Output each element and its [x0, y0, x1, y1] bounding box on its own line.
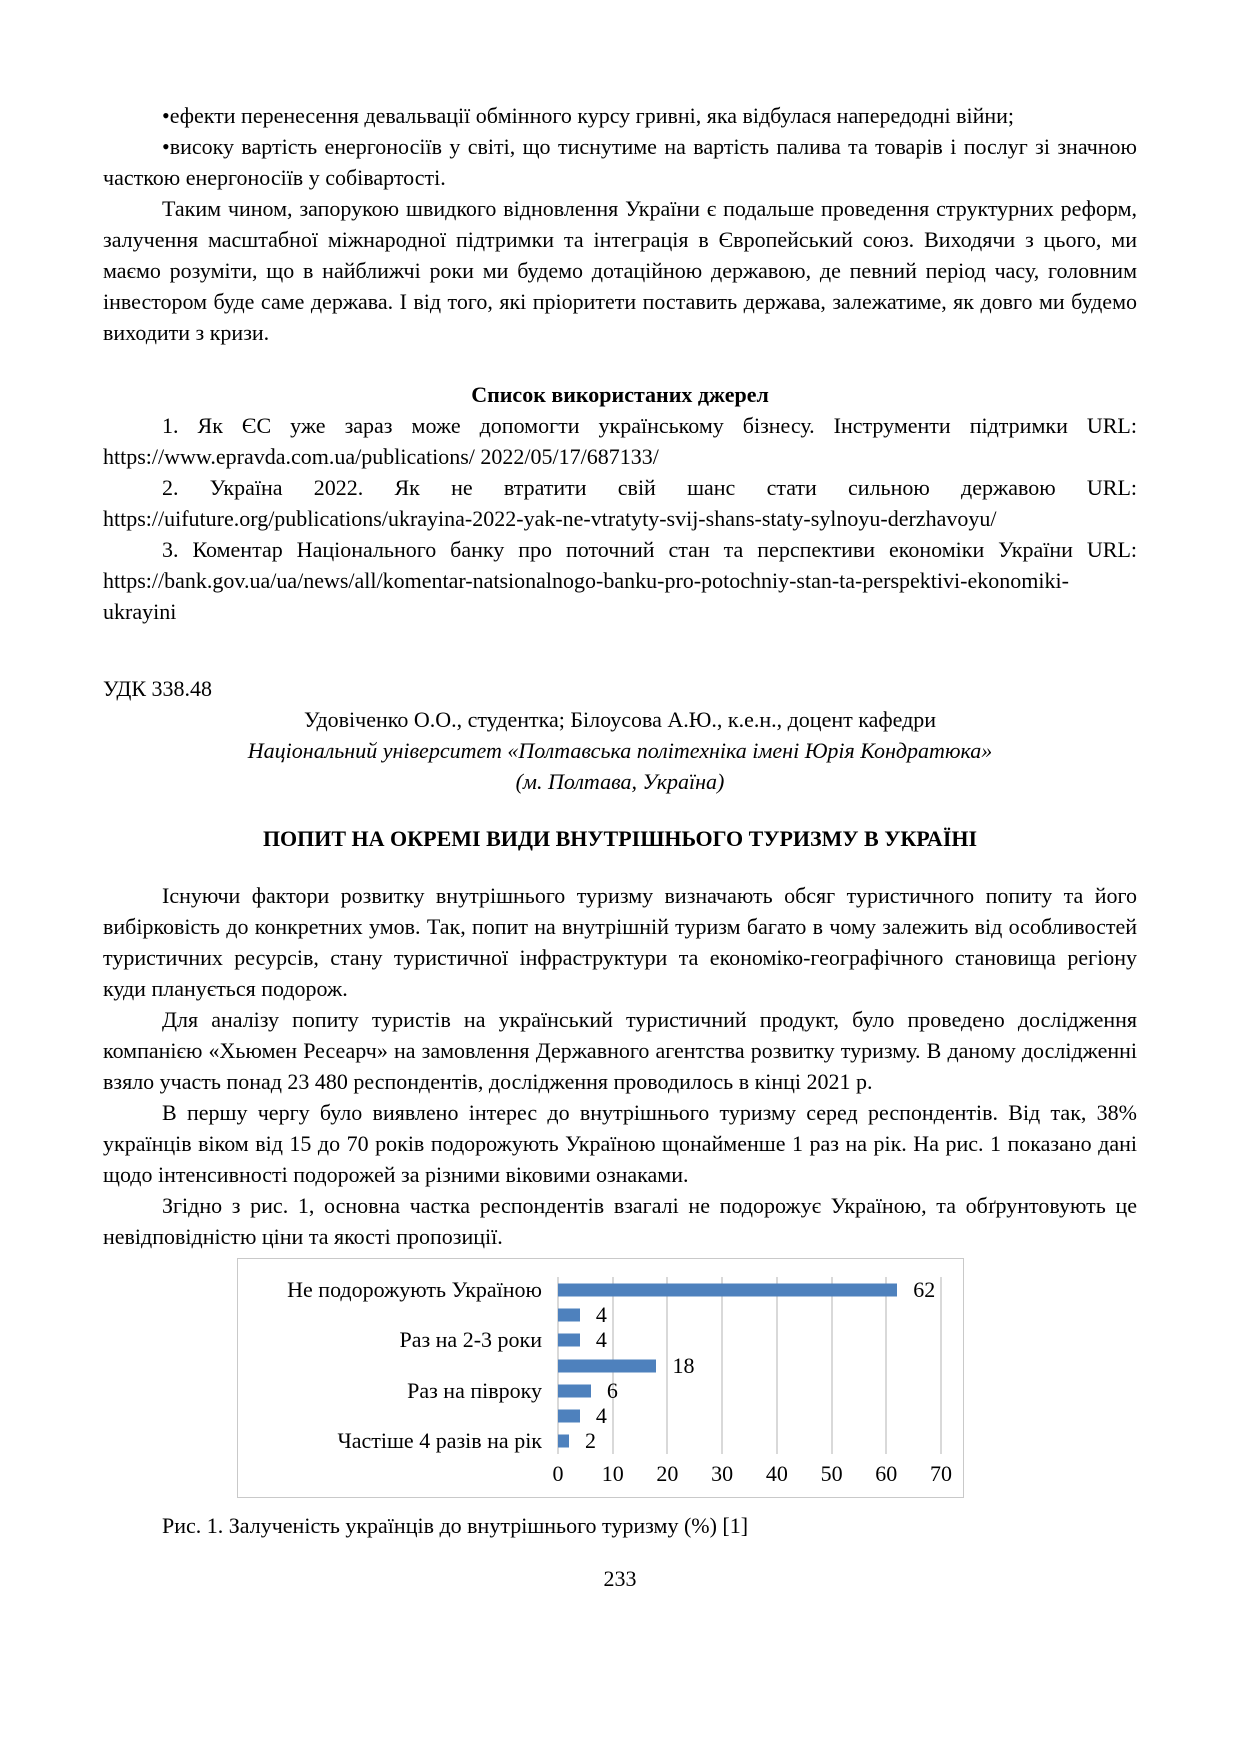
- bar-value-label: 4: [595, 1327, 607, 1353]
- x-tick-label: 40: [765, 1461, 788, 1486]
- x-tick-label: 10: [601, 1461, 624, 1486]
- bar: [558, 1308, 580, 1321]
- category-label: Раз на 2-3 роки: [399, 1327, 542, 1353]
- affiliation-line: Національний університет «Полтавська політехніка імені Юрія Кондратюка»: [247, 738, 993, 763]
- gridline: [666, 1277, 668, 1454]
- gridline: [721, 1277, 723, 1454]
- bar-value-label: 4: [595, 1301, 607, 1327]
- category-label: Частіше 4 разів на рік: [337, 1428, 542, 1454]
- bar-value-label: 6: [606, 1377, 618, 1403]
- x-tick-label: 70: [930, 1461, 952, 1486]
- article-paragraph-4: Згідно з рис. 1, основна частка респондентів взагалі не подорожує Україною, та обґрунтовують це невідповідністю ціни та якості пропозиції.: [103, 1193, 1137, 1249]
- bar: [558, 1384, 591, 1397]
- bar: [558, 1410, 580, 1423]
- udc-code: УДК 338.48: [103, 676, 213, 701]
- x-tick-label: 20: [656, 1461, 679, 1486]
- article-paragraph-3: В першу чергу було виявлено інтерес до внутрішнього туризму серед респондентів. Від так, 38% українців віком від 15 до 70 років подорожують Україною щонайменше 1 раз на рік. На рис. 1 показано дані щодо інтенсивності подорожей за різними віковими ознаками.: [103, 1100, 1137, 1187]
- gridline: [776, 1277, 778, 1454]
- x-tick-label: 0: [552, 1461, 564, 1486]
- figure-caption: Рис. 1. Залученість українців до внутрішнього туризму (%) [1]: [162, 1513, 749, 1538]
- bar-value-label: 62: [913, 1276, 936, 1302]
- reference-item-1: 1. Як ЄС уже зараз може допомогти українському бізнесу. Інструменти підтримки URL: https://www.epravda.com.ua/publications/ 2022/05/17/687133/: [103, 413, 1137, 469]
- bar: [558, 1435, 569, 1448]
- chart-plot-area: [558, 1277, 941, 1454]
- references-heading: Список використаних джерел: [471, 382, 769, 407]
- bar-value-label: 4: [595, 1403, 607, 1429]
- bar: [558, 1334, 580, 1347]
- article-paragraph-1: Існуючи фактори розвитку внутрішнього туризму визначають обсяг туристичного попиту та його вибірковість до конкретних умов. Так, попит на внутрішній туризм багато в чому залежить від особливостей туристичних ресурсів, стану туристичної інфраструктури та економіко-географічного становища регіону куди планується подорож.: [103, 883, 1137, 1001]
- category-label: Не подорожують Україною: [287, 1276, 542, 1302]
- bar-value-label: 2: [584, 1428, 596, 1454]
- bullet-paragraph-1: •ефекти перенесення девальвації обмінного курсу гривні, яка відбулася напередодні війни;: [162, 103, 1015, 128]
- reference-item-3: 3. Коментар Національного банку про поточний стан та перспективи економіки України URL: https://bank.gov.ua/ua/news/all/komentar-natsionalnogo-banku-pro-potochniy-stan-ta-perspektivi-ekonomiki-ukrayini: [103, 537, 1137, 624]
- bar: [558, 1359, 656, 1372]
- reference-item-2: 2. Україна 2022. Як не втратити свій шанс стати сильною державою URL: https://uifuture.org/publications/ukrayina-2022-yak-ne-vtratyty-svij-shans-staty-sylnoyu-derzhavoyu/: [103, 475, 1137, 531]
- closing-paragraph: Таким чином, запорукою швидкого відновлення України є подальше проведення структурних реформ, залучення масштабної міжнародної підтримки та інтеграція в Європейський союз. Виходячи з цього, ми маємо розуміти, що в найближчі роки ми будемо дотаційною державою, де певний період часу, головним інвестором буде саме держава. І від того, які пріоритети поставить держава, залежатиме, як довго ми будемо виходити з кризи.: [103, 196, 1137, 345]
- article-title: ПОПИТ НА ОКРЕМІ ВИДИ ВНУТРІШНЬОГО ТУРИЗМУ В УКРАЇНІ: [262, 826, 978, 851]
- x-tick-label: 50: [820, 1461, 843, 1486]
- gridline: [885, 1277, 887, 1454]
- article-paragraph-2: Для аналізу попиту туристів на український туристичний продукт, було проведено дослідження компанією «Хьюмен Ресеарч» на замовлення Державного агентства розвитку туризму. В даному дослідженні взяло участь понад 23 480 респондентів, дослідження проводилось в кінці 2021 р.: [103, 1007, 1137, 1094]
- gridline: [940, 1277, 942, 1454]
- x-tick-label: 30: [711, 1461, 734, 1486]
- bar-chart: [237, 1258, 964, 1498]
- bullet-paragraph-2: •високу вартість енергоносіїв у світі, що тиснутиме на вартість палива та товарів і послуг зі значною часткою енергоносіїв у собівартості.: [103, 134, 1137, 190]
- bar-value-label: 18: [672, 1352, 695, 1378]
- x-tick-label: 60: [875, 1461, 898, 1486]
- authors-line: Удовіченко О.О., студентка; Білоусова А.Ю., к.е.н., доцент кафедри: [303, 707, 937, 732]
- chart-category-labels: [250, 1277, 542, 1454]
- gridline: [831, 1277, 833, 1454]
- location-line: (м. Полтава, Україна): [515, 769, 725, 794]
- bar: [558, 1283, 897, 1296]
- chart-x-axis-ticks: [552, 1461, 952, 1491]
- page-number: 233: [603, 1566, 637, 1591]
- category-label: Раз на півроку: [407, 1377, 542, 1403]
